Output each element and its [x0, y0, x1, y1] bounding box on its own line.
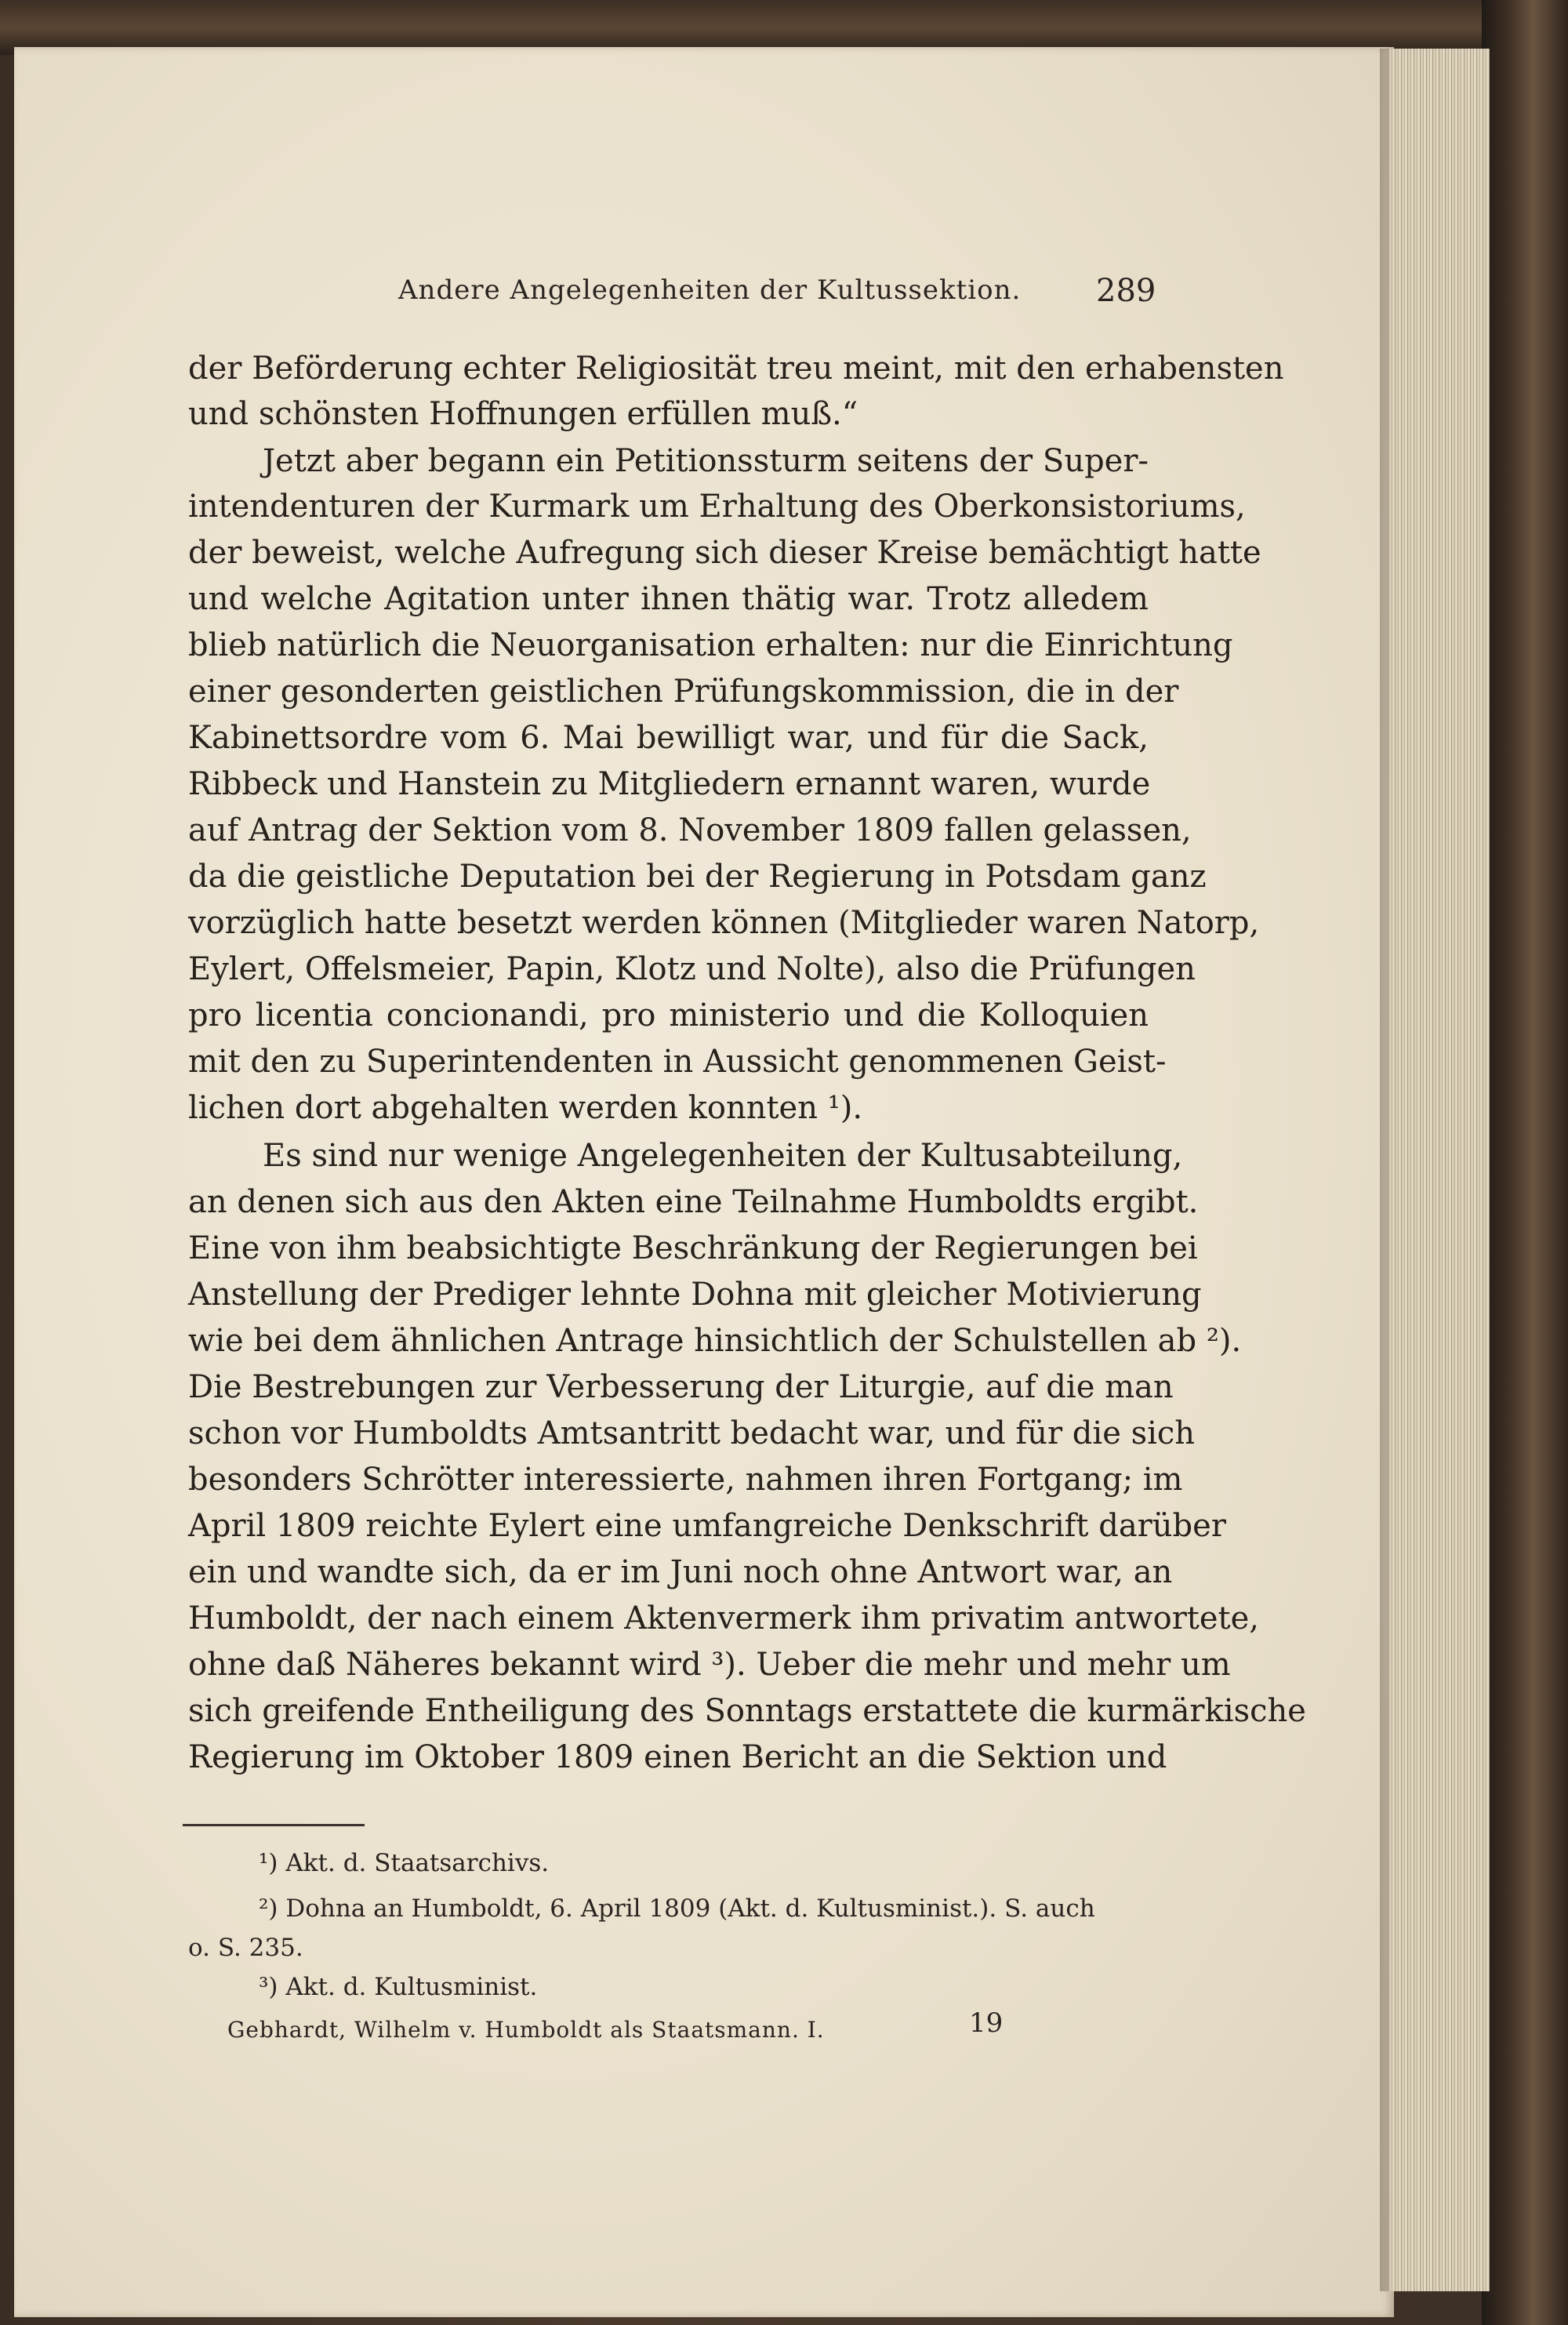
- text-line: Kabinettsordre vom 6. Mai bewilligt war, und für die Sack,: [188, 720, 1149, 756]
- text-line: sich greifende Entheiligung des Sonntags erstattete die kurmärkische: [188, 1693, 1306, 1729]
- footnote-1: ¹) Akt. d. Staatsarchivs.: [259, 1849, 550, 1877]
- running-head-title: Andere Angelegenheiten der Kultussektion.: [398, 274, 1022, 306]
- text-line: pro licentia concionandi, pro ministerio und die Kolloquien: [188, 997, 1149, 1034]
- text-line: lichen dort abgehalten werden konnten ¹).: [188, 1090, 863, 1126]
- footnote-2-continuation: o. S. 235.: [188, 1934, 303, 1962]
- text-line: Ribbeck und Hanstein zu Mitgliedern ernannt waren, wurde: [188, 766, 1151, 802]
- text-line: Humboldt, der nach einem Aktenvermerk ihm privatim antwortete,: [188, 1600, 1260, 1637]
- text-line: April 1809 reichte Eylert eine umfangreiche Denkschrift darüber: [188, 1508, 1226, 1544]
- text-line: und schönsten Hoffnungen erfüllen muß.“: [188, 396, 858, 432]
- text-line: blieb natürlich die Neuorganisation erhalten: nur die Einrichtung: [188, 627, 1233, 663]
- footnote-3: ³) Akt. d. Kultusminist.: [259, 1973, 538, 2001]
- page-stack-edges: [1389, 49, 1490, 2291]
- text-line: der beweist, welche Aufregung sich dieser Kreise bemächtigt hatte: [188, 535, 1261, 571]
- text-line: schon vor Humboldts Amtsantritt bedacht war, und für die sich: [188, 1415, 1196, 1451]
- text-line: auf Antrag der Sektion vom 8. November 1809 fallen gelassen,: [188, 812, 1192, 848]
- text-line: der Beförderung echter Religiosität treu meint, mit den erhabensten: [188, 351, 1284, 387]
- text-line: und welche Agitation unter ihnen thätig war. Trotz alledem: [188, 581, 1149, 617]
- footnote-divider: [183, 1824, 365, 1826]
- page-number: 289: [1096, 273, 1156, 309]
- text-line: intendenturen der Kurmark um Erhaltung des Oberkonsistoriums,: [188, 489, 1246, 525]
- text-line: da die geistliche Deputation bei der Regierung in Potsdam ganz: [188, 859, 1207, 895]
- text-line: Regierung im Oktober 1809 einen Bericht an die Sektion und: [188, 1739, 1167, 1775]
- text-line: ein und wandte sich, da er im Juni noch ohne Antwort war, an: [188, 1554, 1173, 1590]
- footnote-2: ²) Dohna an Humboldt, 6. April 1809 (Akt. d. Kultusminist.). S. auch: [259, 1895, 1095, 1923]
- text-line: wie bei dem ähnlichen Antrage hinsichtlich der Schulstellen ab ²).: [188, 1323, 1242, 1359]
- text-line: an denen sich aus den Akten eine Teilnahme Humboldts ergibt.: [188, 1184, 1199, 1220]
- text-line: Die Bestrebungen zur Verbesserung der Liturgie, auf die man: [188, 1369, 1174, 1405]
- text-line: Eylert, Offelsmeier, Papin, Klotz und Nolte), also die Prüfungen: [188, 951, 1196, 987]
- text-line: mit den zu Superintendenten in Aussicht genommenen Geist-: [188, 1044, 1167, 1080]
- book-cover-right-edge: [1482, 0, 1568, 2325]
- signature-line: Gebhardt, Wilhelm v. Humboldt als Staatsmann. I.: [227, 2017, 825, 2043]
- signature-sheet-number: 19: [969, 2007, 1004, 2039]
- text-line: Eine von ihm beabsichtigte Beschränkung der Regierungen bei: [188, 1230, 1198, 1266]
- text-line: Anstellung der Prediger lehnte Dohna mit gleicher Motivierung: [188, 1277, 1202, 1313]
- text-line: Jetzt aber begann ein Petitionssturm seitens der Super-: [263, 443, 1149, 479]
- book-page: [14, 47, 1394, 2317]
- text-line: vorzüglich hatte besetzt werden können (Mitglieder waren Natorp,: [188, 905, 1260, 941]
- text-line: ohne daß Näheres bekannt wird ³). Ueber die mehr und mehr um: [188, 1647, 1231, 1683]
- text-line: einer gesonderten geistlichen Prüfungskommission, die in der: [188, 674, 1179, 710]
- text-line: besonders Schrötter interessierte, nahmen ihren Fortgang; im: [188, 1462, 1183, 1498]
- text-line: Es sind nur wenige Angelegenheiten der Kultusabteilung,: [263, 1138, 1183, 1174]
